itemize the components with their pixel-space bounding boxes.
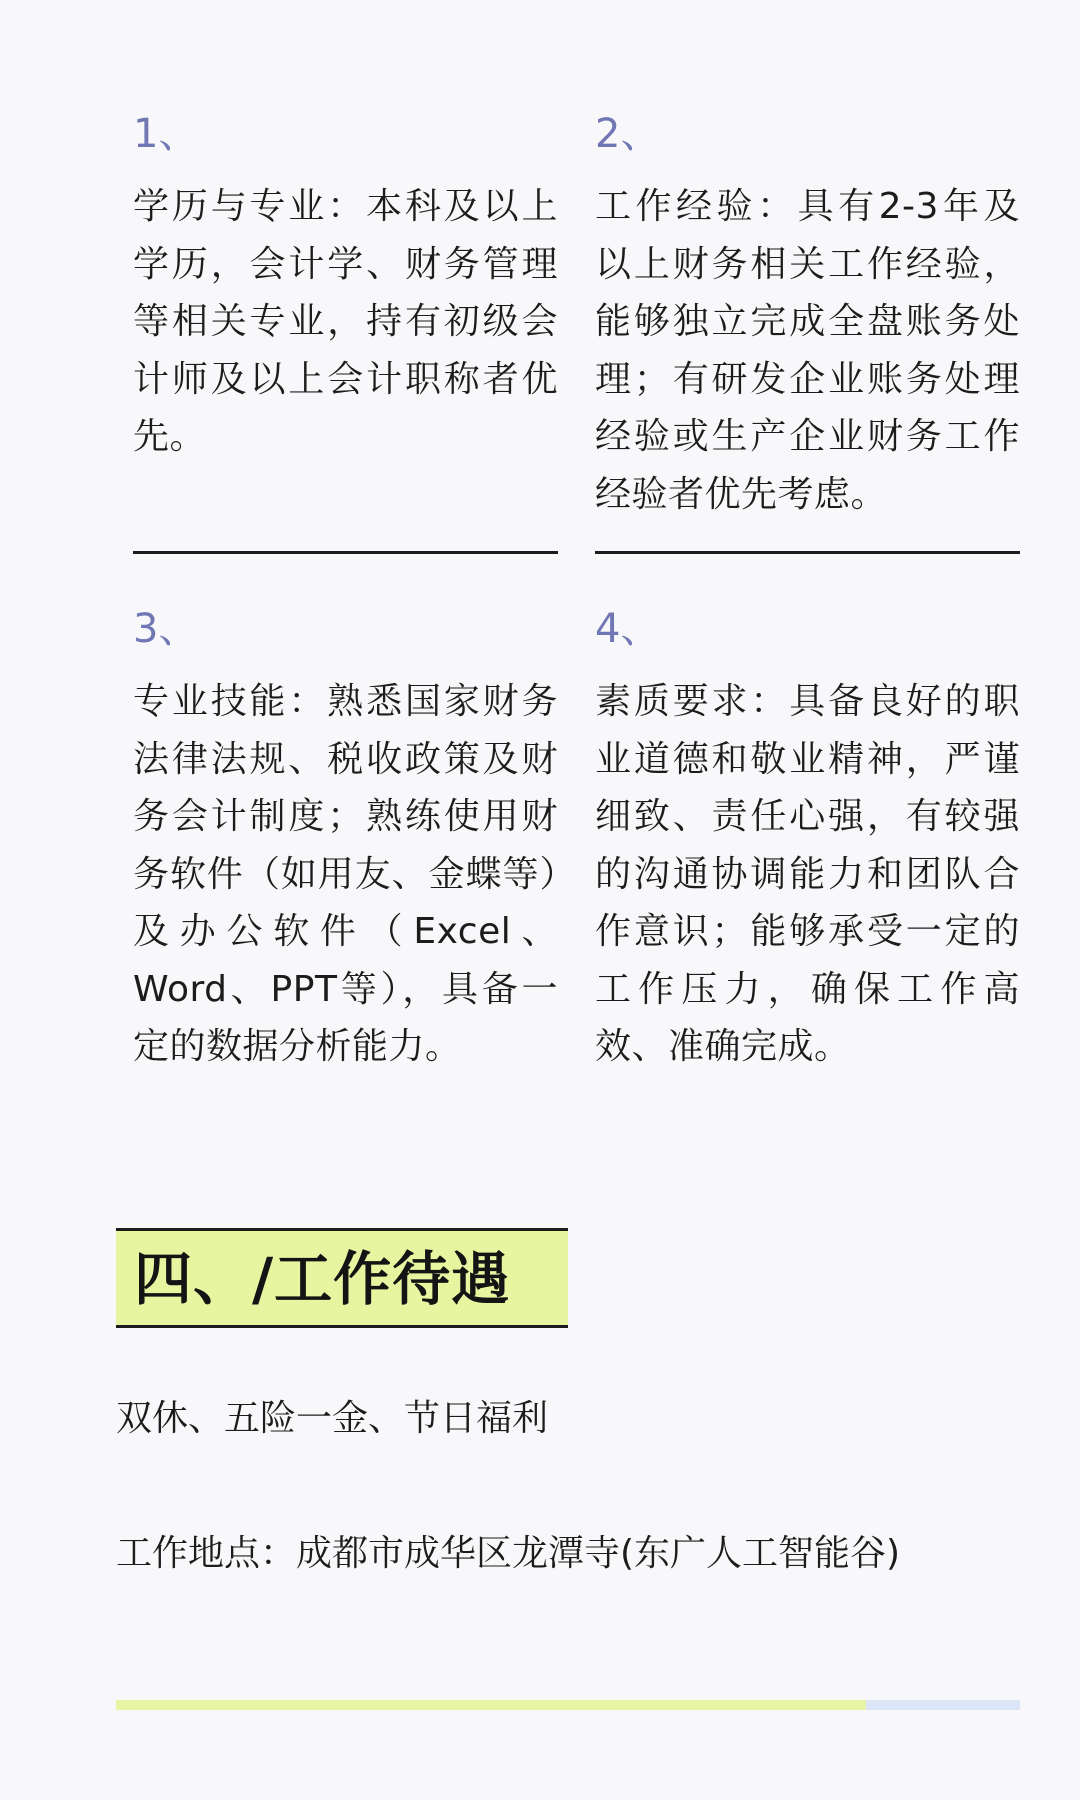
requirement-1 — [133, 112, 558, 466]
requirement-text: 工作经验：具有2-3年及以上财务相关工作经验，能够独立完成全盘账务处理；有研发企业账务处理经验或生产企业财务工作经验者优先考虑。 — [595, 186, 1020, 515]
requirement-2 — [595, 112, 1020, 523]
requirement-text: 素质要求：具备良好的职业道德和敬业精神，严谨细致、责任心强，有较强的沟通协调能力和团队合作意识；能够承受一定的工作压力，确保工作高效、准确完成。 — [595, 681, 1020, 1067]
benefits-text: 双休、五险一金、节日福利 — [116, 1398, 549, 1439]
requirement-number: 2、 — [595, 111, 661, 157]
requirement-number: 3、 — [133, 606, 199, 652]
requirement-4 — [595, 607, 1020, 1076]
requirement-text: 专业技能：熟悉国家财务法律法规、税收政策及财务会计制度；熟练使用财务软件（如用友、金蝶等）及办公软件（Excel、Word、PPT等），具备一定的数据分析能力。 — [133, 681, 558, 1067]
requirement-number: 4、 — [595, 606, 661, 652]
footer-bar-blue — [866, 1700, 1020, 1710]
footer-accent-bar — [116, 1700, 1020, 1710]
section-heading-text: 四、/工作待遇 — [134, 1245, 511, 1313]
footer-bar-green — [116, 1700, 866, 1710]
divider-left — [133, 551, 558, 554]
location-text: 工作地点：成都市成华区龙潭寺(东广人工智能谷) — [116, 1533, 901, 1574]
requirement-text: 学历与专业：本科及以上学历，会计学、财务管理等相关专业，持有初级会计师及以上会计职称者优先。 — [133, 186, 558, 457]
divider-right — [595, 551, 1020, 554]
section-heading-benefits — [116, 1228, 568, 1328]
requirement-3 — [133, 607, 558, 1076]
requirement-number: 1、 — [133, 111, 199, 157]
